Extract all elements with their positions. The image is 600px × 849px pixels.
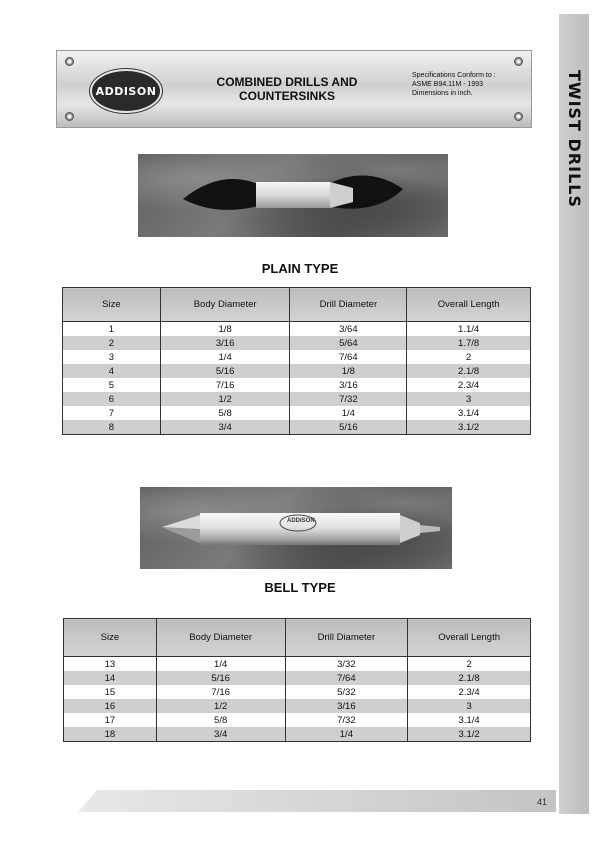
table-cell: 6 <box>63 392 161 406</box>
column-header: Body Diameter <box>156 619 285 657</box>
table-row <box>63 378 531 392</box>
table-cell: 3/16 <box>160 336 290 350</box>
table-cell: 3/16 <box>285 699 408 713</box>
table-cell: 1/2 <box>156 699 285 713</box>
table-cell: 7/32 <box>290 392 407 406</box>
spec-line: ASME B94.11M - 1993 <box>412 81 484 88</box>
table-cell: 2.1/8 <box>407 364 531 378</box>
table-row <box>64 713 531 727</box>
table-cell: 3.1/2 <box>407 420 531 435</box>
table-cell: 7/64 <box>290 350 407 364</box>
table-cell: 5/8 <box>160 406 290 420</box>
table-cell: 3/64 <box>290 322 407 337</box>
table-cell: 17 <box>64 713 157 727</box>
table-cell: 1/4 <box>160 350 290 364</box>
page-title: COMBINED DRILLS AND COUNTERSINKS <box>216 75 358 103</box>
table-cell: 2 <box>408 657 531 672</box>
table-row <box>63 364 531 378</box>
table-row <box>64 671 531 685</box>
table-row <box>63 420 531 435</box>
table-cell: 3.1/2 <box>408 727 531 742</box>
table-cell: 3 <box>408 699 531 713</box>
plain-type-drill-photo <box>138 154 448 237</box>
table-cell: 2.1/8 <box>408 671 531 685</box>
table-cell: 5/16 <box>160 364 290 378</box>
table-cell: 2.3/4 <box>408 685 531 699</box>
table-cell: 5/64 <box>290 336 407 350</box>
table-cell: 15 <box>64 685 157 699</box>
table-cell: 1/2 <box>160 392 290 406</box>
table-cell: 5/32 <box>285 685 408 699</box>
table-cell: 7/64 <box>285 671 408 685</box>
table-row <box>63 336 531 350</box>
table-cell: 7/16 <box>156 685 285 699</box>
column-header: Overall Length <box>407 288 531 322</box>
screw-icon <box>514 112 523 121</box>
addison-logo: ADDISON <box>90 69 162 113</box>
table-row <box>64 727 531 742</box>
footer-band <box>78 790 556 812</box>
bell-type-drill-photo <box>140 487 452 569</box>
plain-type-table <box>62 287 531 435</box>
column-header: Body Diameter <box>160 288 290 322</box>
table-row <box>64 699 531 713</box>
screw-icon <box>65 57 74 66</box>
table-cell: 2 <box>63 336 161 350</box>
table-cell: 1/8 <box>290 364 407 378</box>
table-cell: 16 <box>64 699 157 713</box>
table-cell: 1.7/8 <box>407 336 531 350</box>
table-row <box>63 322 531 337</box>
table-row <box>64 657 531 672</box>
table-cell: 1 <box>63 322 161 337</box>
table-cell: 7/32 <box>285 713 408 727</box>
table-cell: 18 <box>64 727 157 742</box>
table-cell: 7/16 <box>160 378 290 392</box>
table-cell: 14 <box>64 671 157 685</box>
plain-type-title: PLAIN TYPE <box>261 261 339 276</box>
table-cell: 1/4 <box>156 657 285 672</box>
table-cell: 1.1/4 <box>407 322 531 337</box>
table-cell: 5/8 <box>156 713 285 727</box>
spec-line: Dimensions in inch. <box>412 90 473 97</box>
drill-logo-text: ADDISON <box>287 518 315 524</box>
table-row <box>63 350 531 364</box>
table-cell: 5 <box>63 378 161 392</box>
bell-type-title: BELL TYPE <box>264 580 336 595</box>
column-header: Size <box>63 288 161 322</box>
column-header: Size <box>64 619 157 657</box>
spec-note <box>412 71 527 98</box>
table-cell: 3/16 <box>290 378 407 392</box>
column-header: Overall Length <box>408 619 531 657</box>
spec-line: Specifications Conform to : <box>412 72 496 79</box>
table-cell: 3/32 <box>285 657 408 672</box>
screw-icon <box>514 57 523 66</box>
table-row <box>63 392 531 406</box>
table-cell: 2.3/4 <box>407 378 531 392</box>
table-cell: 3.1/4 <box>407 406 531 420</box>
table-cell: 7 <box>63 406 161 420</box>
table-header-row <box>63 288 531 322</box>
table-cell: 3/4 <box>156 727 285 742</box>
table-cell: 5/16 <box>156 671 285 685</box>
table-cell: 1/4 <box>290 406 407 420</box>
table-cell: 1/4 <box>285 727 408 742</box>
table-row <box>64 685 531 699</box>
header-plate <box>56 50 532 128</box>
table-cell: 1/8 <box>160 322 290 337</box>
table-row <box>63 406 531 420</box>
table-header-row <box>64 619 531 657</box>
bell-type-table <box>63 618 531 742</box>
table-cell: 13 <box>64 657 157 672</box>
table-cell: 3 <box>63 350 161 364</box>
table-cell: 5/16 <box>290 420 407 435</box>
table-cell: 3 <box>407 392 531 406</box>
screw-icon <box>65 112 74 121</box>
side-section-label: TWIST DRILLS <box>565 70 584 208</box>
column-header: Drill Diameter <box>285 619 408 657</box>
table-cell: 4 <box>63 364 161 378</box>
table-cell: 2 <box>407 350 531 364</box>
column-header: Drill Diameter <box>290 288 407 322</box>
page-number: 41 <box>537 797 548 807</box>
table-cell: 3/4 <box>160 420 290 435</box>
table-cell: 8 <box>63 420 161 435</box>
table-cell: 3.1/4 <box>408 713 531 727</box>
